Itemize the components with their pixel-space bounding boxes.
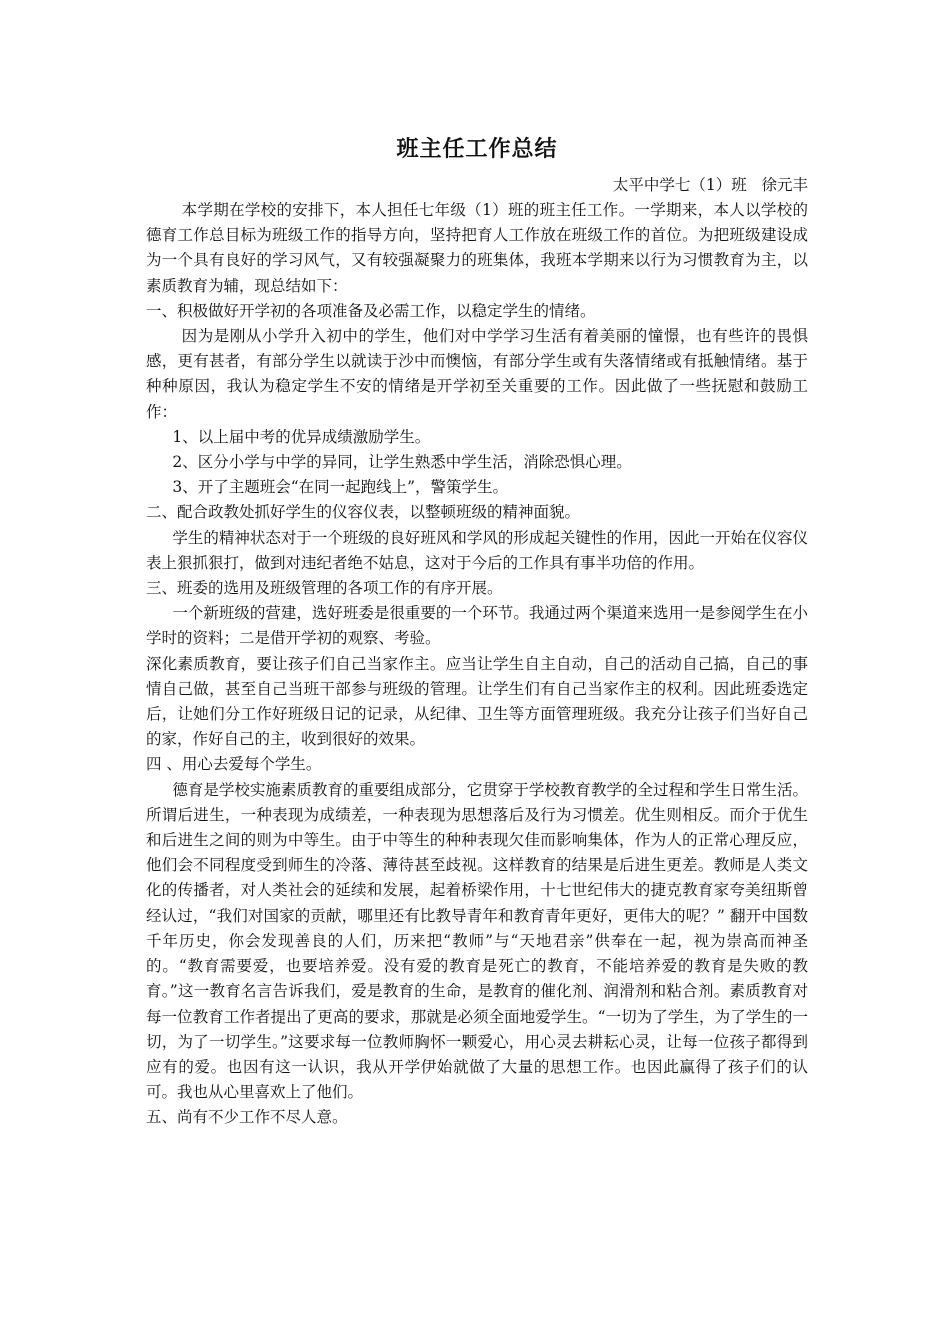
document-page <box>146 130 808 1131</box>
section-4-paragraph: 德育是学校实施素质教育的重要组成部分，它贯穿于学校教育教学的全过程和学生日常生活。所谓后进生，一种表现为成绩差，一种表现为思想落后及行为习惯差。优生则相反。而介于优生和后进生之间的则为中等生。由于中等生的种种表现欠佳而影响集体，作为人的正常心理反应，他们会不同程度受到师生的冷落、薄待甚至歧视。这样教育的结果是后进生更差。教师是人类文化的传播者，对人类社会的延续和发展，起着桥梁作用，十七世纪伟大的捷克教育家夸美纽斯曾经认过，“我们对国家的贡献，哪里还有比教导青年和教育青年更好，更伟大的呢？” 翻开中国数千年历史，你会发现善良的人们，历来把“教师”与“天地君亲”供奉在一起，视为崇高而神圣的。“教育需要爱，也要培养爱。没有爱的教育是死亡的教育，不能培养爱的教育是失败的教育。”这一教育名言告诉我们，爱是教育的生命，是教育的催化剂、润滑剂和粘合剂。素质教育对每一位教育工作者提出了更高的要求，那就是必须全面地爱学生。“一切为了学生，为了学生的一切，为了一切学生。”这要求每一位教师胸怀一颗爱心，用心灵去耕耘心灵，让每一位孩子都得到应有的爱。也因有这一认识，我从开学伊始就做了大量的思想工作。也因此赢得了孩子们的认可。我也从心里喜欢上了他们。 <box>146 780 808 1102</box>
document-title: 班主任工作总结 <box>396 137 558 162</box>
section-2-paragraph: 学生的精神状态对于一个班级的良好班风和学风的形成起关键性的作用，因此一开始在仪容仪表上狠抓狠打，做到对违纪者绝不姑息，这对于今后的工作具有事半功倍的作用。 <box>146 528 808 572</box>
section-3-paragraph: 一个新班级的营建，选好班委是很重要的一个环节。我通过两个渠道来选用一是参阅学生在小学时的资料；二是借开学初的观察、考验。 <box>146 604 808 648</box>
section-heading-1: 一、积极做好开学初的各项准备及必需工作，以稳定学生的情绪。 <box>146 301 596 320</box>
section-1-paragraph: 因为是刚从小学升入初中的学生，他们对中学学习生活有着美丽的憧憬，也有些许的畏惧感，更有甚者，有部分学生以就读于沙中而懊恼，有部分学生或有失落情绪或有抵触情绪。基于种种原因，我认为稳定学生不安的情绪是开学初至关重要的工作。因此做了一些抚慰和鼓励工作： <box>146 327 808 421</box>
list-item-2: 2、区分小学与中学的异同，让学生熟悉中学生活，消除恐惧心理。 <box>172 453 632 472</box>
list-item-3: 3、开了主题班会“在同一起跑线上”，警策学生。 <box>172 478 509 497</box>
intro-paragraph: 本学期在学校的安排下，本人担任七年级（1）班的班主任工作。一学期来，本人以学校的德育工作总目标为班级工作的指导方向，坚持把育人工作放在班级工作的首位。为把班级建设成为一个具有良好的学习风气，又有较强凝聚力的班集体，我班本学期来以行为习惯教育为主，以素质教育为辅，现总结如下： <box>146 201 808 295</box>
section-3-paragraph-2: 深化素质教育，要让孩子们自己当家作主。应当让学生自主自动，自己的活动自己搞，自己的事情自己做，甚至自己当班干部参与班级的管理。让学生们有自己当家作主的权利。因此班委选定后，让她们分工作好班级日记的记录，从纪律、卫生等方面管理班级。我充分让孩子们当好自己的家，作好自己的主，收到很好的效果。 <box>146 654 808 749</box>
section-heading-4: 四 、用心去爱每个学生。 <box>146 755 322 774</box>
section-heading-2: 二、配合政教处抓好学生的仪容仪表，以整顿班级的精神面貌。 <box>146 503 581 522</box>
section-heading-3: 三、班委的选用及班级管理的各项工作的有序开展。 <box>146 579 503 598</box>
list-item-1: 1、以上届中考的优异成绩激励学生。 <box>172 427 431 446</box>
author-line: 太平中学七（1）班 徐元丰 <box>612 176 808 194</box>
section-heading-5: 五、尚有不少工作不尽人意。 <box>146 1108 348 1127</box>
